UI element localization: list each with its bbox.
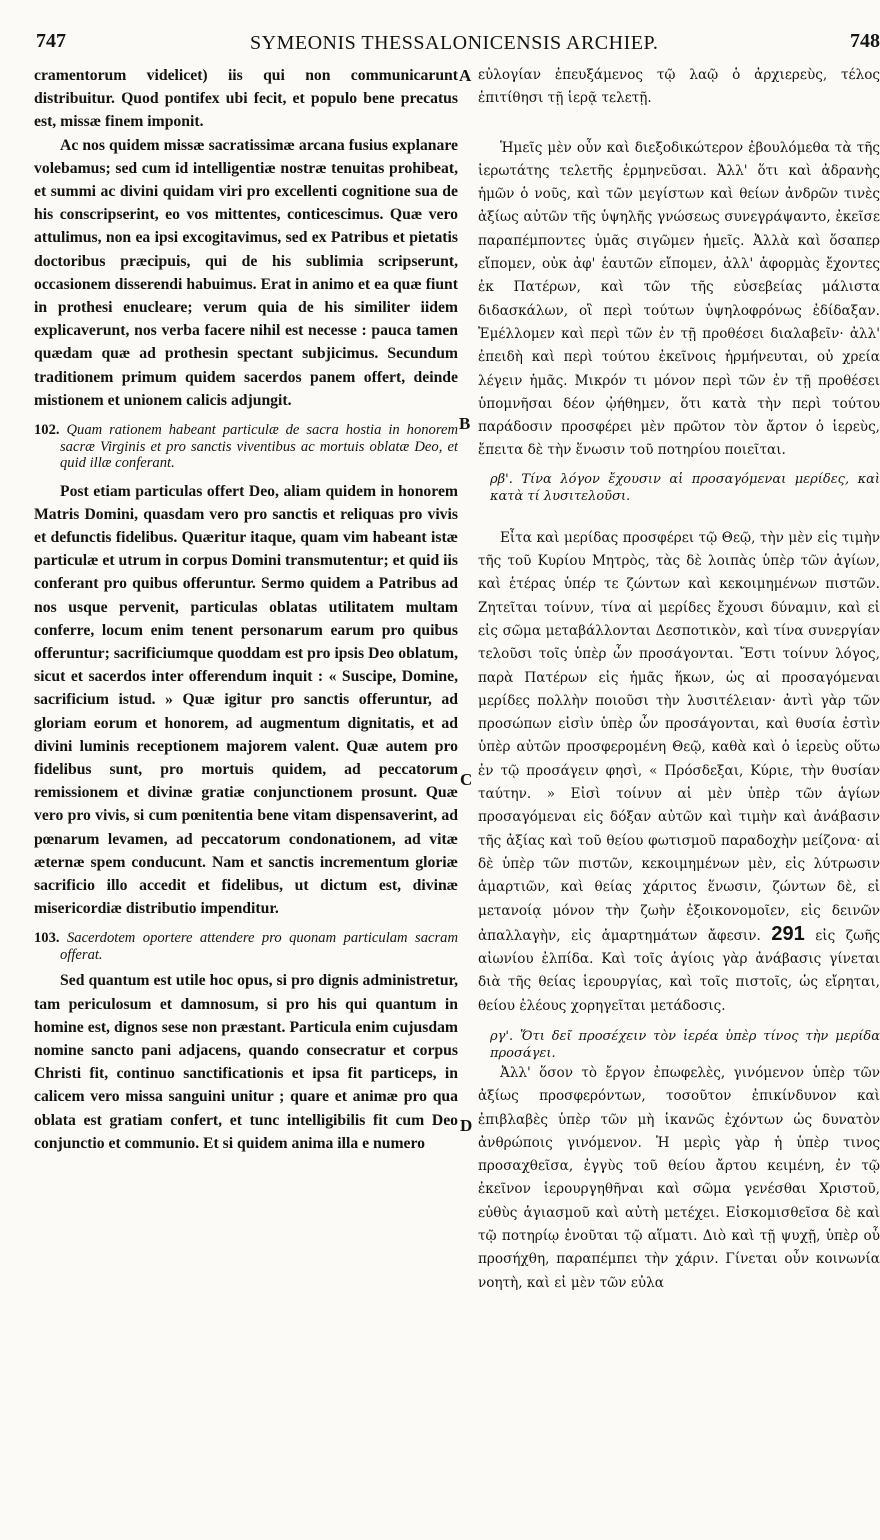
running-header [0,30,880,60]
chapter-title-102-latin: Quam rationem habeant particulæ de sacra hostia in honorem sacræ Virginis et pro sanctis viventibus ac mortuis oblatæ Deo, et quid illæ conferant. [60,422,458,472]
chapter-number-103: 103. [34,930,60,947]
page-number-left: 747 [36,30,66,52]
page-number-right: 748 [850,30,880,52]
chapter-title-103-latin: Sacerdotem oportere attendere pro quonam particulam sacram offerat. [60,930,458,963]
margin-letter-d: D [460,1116,473,1135]
chapter-number-102: 102. [34,422,60,439]
greek-paragraph-4: Ἀλλ' ὅσον τὸ ἔργον ἐπωφελὲς, γινόμενον ὑπὲρ τῶν ἀξίως προσφερόντων, τοσοῦτον ἐπικίνδυνον καὶ ἐπιβλαβὲς ὑπὲρ τῶν μὴ ἱκανῶς ἐχόντων ὡς δυνατὸν ἀνθρώποις γινόμενον. Ἡ μερὶς γὰρ ἡ ὑπὲρ τινος προσαχθεῖσα, ἐγγὺς τοῦ θείου ἄρτου κειμένη, ἐν τῷ ἐκεῖνον ἱερουργηθῆναι καὶ σῶμα γενέσθαι Χριστοῦ, εὐθὺς ἁγιασμοῦ καὶ αὐτὴ μετέχει. Εἰσκομισθεῖσα δὲ καὶ τῷ ποτηρίῳ ἑνοῦται τῷ αἵματι. Διὸ καὶ τῇ ψυχῇ, ὑπὲρ οὗ προσήχθη, παραπέμπει τὴν χάριν. Γίνεται οὖν κοινωνία νοητὴ, καὶ εἰ μὲν τῶν εὐλα [478,1064,880,1291]
latin-paragraph-3: Post etiam particulas offert Deo, aliam quidem in honorem Matris Domini, quasdam vero pro sanctis et reliquas pro vivis et defunctis fidelibus. Quæritur itaque, quam vim habeant istæ particulæ et utrum in corpus Domini transmutentur; et quid iis conferant pro quibus offeruntur. Sermo quidem a Patribus ad nos usque pervenit, particulas oblatas utilitatem multam conferre, locum enim tenent personarum earum pro quibus offeruntur; sacrificiumque quoddam est pro ipsis Deo oblatum, sicut et sacerdos inter offerendum inquit : « Suscipe, Domine, sacrificium istud. » Quæ igitur pro sanctis offeruntur, ad gloriam eorum et honorem, ad augmentum dignitatis, et ad divini luminis receptionem majorem valent. Quæ autem pro fidelibus sunt, pro mortuis quidem, ad peccatorum remissionem et divinæ gratiæ conjunctionem prosunt. Quæ vero pro vivis, si cum pœnitentia bene vitam dispensaverint, ad pœnarum levamen, ad peccatorum condonationem, ad vitæ æternæ spem conducunt. Nam et sanctis incrementum gloriæ sacrificio illo accedit et fidelibus, ut dictum est, divinæ misericordiæ distributio impenditur. [34,482,458,918]
greek-paragraph-3-text-a: Εἶτα καὶ μερίδας προσφέρει τῷ Θεῷ, τὴν μὲν εἰς τιμὴν τῆς τοῦ Κυρίου Μητρὸς, τὰς δὲ λοιπὰς ὑπὲρ τῶν ἁγίων, καὶ ἑτέρας ὑπέρ τε ζώντων καὶ κεκοιμημένων πιστῶν. Ζητεῖται τοίνυν, τίνα αἱ μερίδες ἔχουσι δύναμιν, καὶ εἰ εἰς σῶμα μεταβάλλονται Δεσποτικὸν, καὶ τίνα συνεργίαν τελοῦσι τοῖς ὑπὲρ ὧν προσάγονται. Ἔστι τοίνυν λόγος, παρὰ Πατέρων εἰς ἡμᾶς ἥκων, ὡς αἱ προσαγόμεναι μερίδες πολλὴν ποιοῦσι τὴν λυσιτέλειαν· ἀντὶ γὰρ τῶν προσώπων εἰσὶν ὑπὲρ ὧν προσάγονται, καὶ θυσία ἐστὶν ὑπὲρ αὐτῶν προσφερομένη Θεῷ, καθὰ καὶ ὁ ἱερεὺς οὕτω ἐν τῷ προσάγειν φησὶ, « Πρόσδεξαι, Κύριε, τὴν θυσίαν ταύτην. » Εἰσὶ τοίνυν αἱ μὲν ὑπὲρ τῶν ἁγίων προσαγόμεναι εἰς δόξαν αὐτῶν καὶ τιμὴν καὶ ἀνάβασιν τῆς ἀξίας καὶ τοῦ θείου φωτισμοῦ παραδοχὴν μείζονα· αἱ δὲ ὑπὲρ τῶν πιστῶν, κεκοιμημένων μὲν, εἰς λύτρωσιν ἁμαρτιῶν, καὶ θείας χάριτος ἕνωσιν, ζώντων δὲ, εἰ μετανοίᾳ μόνον τὴν ζωὴν ἐξοικονομοῖεν, εἰς δεινῶν ἀπαλλαγὴν, εἰς ἁμαρτημάτων ἄφεσιν. [478,529,880,944]
margin-letter-b: B [459,414,471,433]
margin-letter-c: C [460,770,473,789]
chapter-heading-103-greek: ργ'. Ὅτι δεῖ προσέχειν τὸν ἱερέα ὑπὲρ τίνος τὴν μερίδα προσάγει. [490,1028,880,1061]
marginal-column-number: 291 [771,922,805,945]
running-title: SYMEONIS THESSALONICENSIS ARCHIEP. [250,32,659,54]
greek-column [478,64,880,1524]
greek-paragraph-2: Ἡμεῖς μὲν οὖν καὶ διεξοδικώτερον ἐβουλόμεθα τὰ τῆς ἱερωτάτης τελετῆς ἑρμηνεῦσαι. Ἀλλ' ὅτι καὶ ἀδρανὴς ἡμῶν ὁ νοῦς, καὶ τῶν μεγίστων καὶ θείων ἀνδρῶν τινὲς ἀξίως αὐτῶν τῆς ὑψηλῆς γνώσεως συνεγράψαντο, ἐκεῖσε παραπέμποντες ὑμᾶς σιγῶμεν ἡμεῖς. Ἀλλὰ καὶ ὅσαπερ εἴπομεν, οὐκ ἀφ' ἑαυτῶν εἴπομεν, ἀλλ' ἀφορμὰς ἔχοντες ἐκ Πατέρων, καὶ τῶν τῆς εὐσεβείας μάλιστα διδασκάλων, οἳ περὶ τούτων ὑψηλοφρόνως ἐδίδαξαν. Ἐμέλλομεν καὶ περὶ τῶν ἐν τῇ προθέσει διαλαβεῖν· ἀλλ' ἐπειδὴ καὶ περὶ τούτου ἐκεῖνοις ἡρμήνευται, οὐ χρεία λέγειν ἡμᾶς. Μικρόν τι μόνον περὶ τῶν ἐν τῇ προθέσει ὑπομνῆσαι δέον ᾠήθημεν, ὅτι κατὰ τὴν περὶ τούτου παράδοσιν προσφέρει μὲν πρῶτον τὸν ἄρτον ὁ ἱερεὺς, ἔπειτα δὲ τὴν ἕνωσιν τοῦ ποτηρίου ποιεῖται. [478,139,880,459]
latin-paragraph-4: Sed quantum est utile hoc opus, si pro dignis administretur, tam periculosum et damnosum, si pro his qui quantum in homine est, dignos sese non præstant. Particula enim cujusdam nomine sancto pani adjacens, quando consecratur et corpus Christi fit, continuo sanctificationis et ipsa fit particeps, in calicem vero missa sanguini unitur ; quare et animæ pro qua oblata est gratiam confert, et tunc intelligibilis fit cum Deo conjunctio et communio. Et si quidem anima illa e numero [34,972,458,1152]
greek-paragraph-1: εὐλογίαν ἐπευξάμενος τῷ λαῷ ὁ ἀρχιερεὺς, τέλος ἐπιτίθησι τῇ ἱερᾷ τελετῇ. [478,67,880,107]
latin-paragraph-2: Ac nos quidem missæ sacratissimæ arcana fusius explanare volebamus; sed cum id intelligentiæ nostræ tenuitas prohibeat, et summi ac divini quidam viri pro excellenti cognitione sua de his conscripserint, eo vos mittentes, conticescimus. Quæ vero attulimus, non ea ipsi excogitavimus, sed ex Patribus et pietatis doctoribus præcipuis, qui de his sublimia scripserunt, occasionem disserendi habuimus. Erat in animo et ea quæ fiunt in prothesi enucleare; verum quia de his similiter iidem explicaverunt, nos verba facere nihil est necesse : pauca tamen quædam quæ ad prothesin spectant subjicimus. Secundum traditionem primum quidem sacerdos panem offert, deinde mistionem et unionem calicis adjungit. [34,136,458,409]
chapter-heading-102-latin [34,422,458,472]
chapter-heading-103-latin [34,930,458,963]
margin-letter-a: A [459,66,472,85]
chapter-heading-102-greek: ρβ'. Τίνα λόγον ἔχουσιν αἱ προσαγόμεναι μερίδες, καὶ κατὰ τί λυσιτελοῦσι. [490,471,880,504]
latin-paragraph-1: cramentorum videlicet) iis qui non communicarunt distribuitur. Quod pontifex ubi fecit, et populo bene precatus est, missæ finem imponit. [34,67,458,131]
latin-column [34,64,458,1155]
greek-paragraph-3 [478,527,880,1018]
greek-paragraph-3-text-b: εἰς ζωῆς αἰωνίου ἐλπίδα. Καὶ τοῖς ἁγίοις γὰρ ἀνάβασις γίνεται διὰ τῆς θείας ἱερουργίας, καὶ τοῖς πιστοῖς, ὡς εἴρηται, θείου ἐλέους χορηγεῖται μετάδοσις. [478,927,880,1014]
